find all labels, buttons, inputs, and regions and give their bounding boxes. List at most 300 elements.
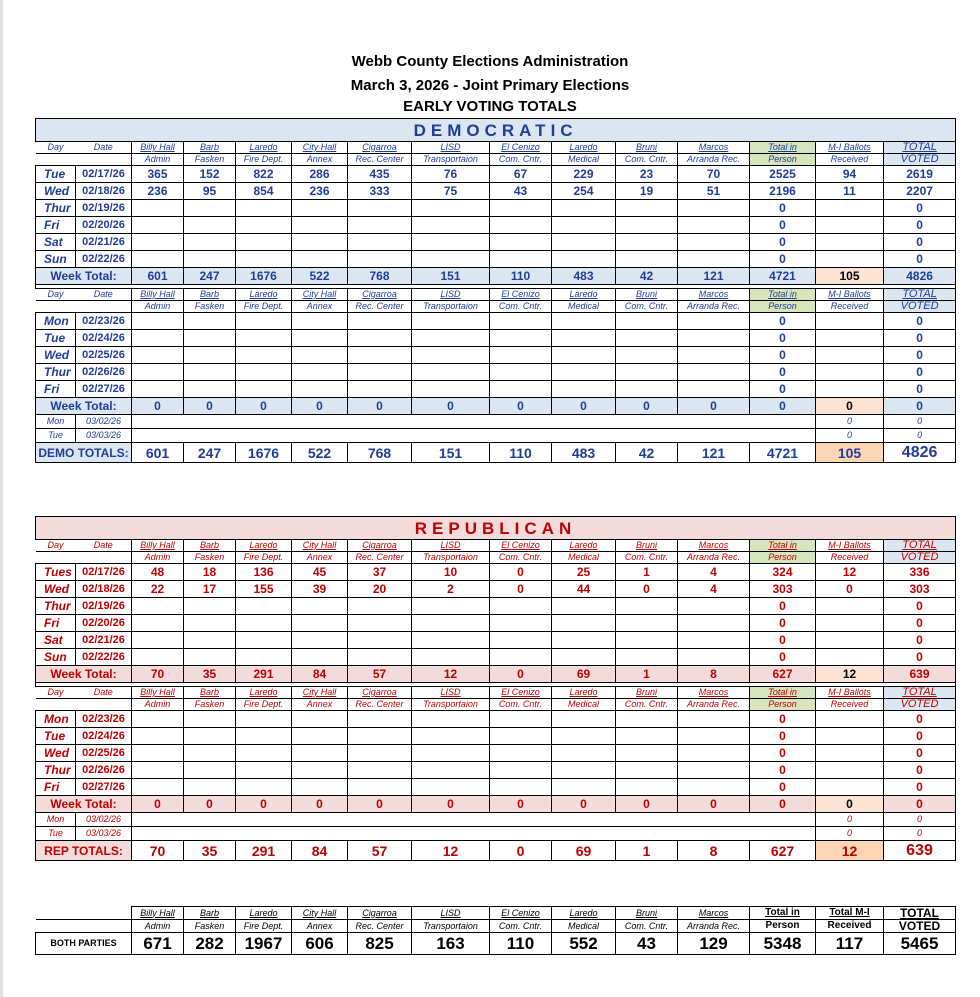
- site-count: [552, 381, 616, 398]
- site-count: [132, 728, 184, 745]
- mi-ballots-header-detail: Received: [816, 699, 884, 711]
- both-site-total: 282: [184, 933, 236, 955]
- site-count: [236, 313, 292, 330]
- mi-count: 0: [816, 813, 884, 827]
- site-count: [132, 381, 184, 398]
- site-count: [132, 615, 184, 632]
- site-header-name: City Hall: [292, 289, 348, 301]
- site-count: [616, 632, 678, 649]
- total-voted-header: TOTAL: [884, 687, 956, 699]
- total-count: 0: [884, 251, 956, 268]
- site-count: [292, 313, 348, 330]
- site-header-name: Billy Hall: [132, 907, 184, 920]
- site-header-detail: Annex: [292, 154, 348, 166]
- site-count: [616, 711, 678, 728]
- date-cell: 02/22/26: [76, 649, 132, 666]
- post-blank: [132, 429, 816, 443]
- in-person-count: 0: [750, 381, 816, 398]
- week-total-site: 0: [184, 398, 236, 415]
- site-count: [348, 364, 412, 381]
- total-count: 0: [884, 728, 956, 745]
- day-cell: Thur: [36, 200, 76, 217]
- site-count: 22: [132, 581, 184, 598]
- date-cell: 03/02/26: [76, 813, 132, 827]
- week-total-site: 0: [490, 398, 552, 415]
- site-count: [132, 649, 184, 666]
- site-count: [490, 762, 552, 779]
- site-count: [236, 745, 292, 762]
- week-total-site: 1: [616, 666, 678, 683]
- site-count: [490, 313, 552, 330]
- site-count: 39: [292, 581, 348, 598]
- site-count: [412, 728, 490, 745]
- header-row-detail: [36, 699, 956, 711]
- site-count: [292, 649, 348, 666]
- both-in-person-total: 5348: [750, 933, 816, 955]
- in-person-count: 0: [750, 711, 816, 728]
- day-cell: Mon: [36, 313, 76, 330]
- table-row: [36, 217, 956, 234]
- site-count: [616, 649, 678, 666]
- week-total-site: 0: [132, 398, 184, 415]
- week-total-site: 0: [184, 796, 236, 813]
- mi-count: 12: [816, 564, 884, 581]
- party-total-in-person: 627: [750, 841, 816, 861]
- in-person-header-detail: Person: [750, 154, 816, 166]
- site-count: [412, 615, 490, 632]
- site-header-detail: Com. Cntr.: [490, 301, 552, 313]
- site-header-name: Laredo: [552, 289, 616, 301]
- site-count: [412, 779, 490, 796]
- in-person-header-detail: Person: [750, 699, 816, 711]
- total-count: 0: [884, 429, 956, 443]
- site-count: [348, 381, 412, 398]
- site-count: [184, 598, 236, 615]
- site-count: [678, 745, 750, 762]
- site-header-detail: Transportaion: [412, 301, 490, 313]
- site-count: 48: [132, 564, 184, 581]
- mi-ballots-header-detail: Received: [816, 552, 884, 564]
- site-count: [678, 313, 750, 330]
- site-count: [184, 615, 236, 632]
- site-count: [292, 779, 348, 796]
- site-header-name: Billy Hall: [132, 687, 184, 699]
- site-header-detail: Annex: [292, 920, 348, 933]
- party-total-site: 1: [616, 841, 678, 861]
- site-count: [184, 779, 236, 796]
- site-header-detail: Annex: [292, 301, 348, 313]
- site-header-name: Laredo: [236, 907, 292, 920]
- party-totals-row: [36, 841, 956, 861]
- site-count: [490, 779, 552, 796]
- both-parties-row: [36, 933, 956, 955]
- site-count: [236, 779, 292, 796]
- site-count: [348, 632, 412, 649]
- site-count: [292, 728, 348, 745]
- both-total-voted: 5465: [884, 933, 956, 955]
- site-header-detail: Annex: [292, 552, 348, 564]
- site-count: [412, 632, 490, 649]
- site-header-detail: Medical: [552, 920, 616, 933]
- site-count: [132, 313, 184, 330]
- both-header-row: [36, 907, 956, 920]
- mi-count: 0: [816, 429, 884, 443]
- site-count: [236, 217, 292, 234]
- site-count: [292, 234, 348, 251]
- site-count: 70: [678, 166, 750, 183]
- week-total-site: 0: [348, 398, 412, 415]
- week-total-site: 110: [490, 268, 552, 285]
- site-header-detail: Transportaion: [412, 699, 490, 711]
- date-header-blank: [76, 301, 132, 313]
- both-mi-header: Total M-I: [816, 907, 884, 920]
- site-count: [678, 251, 750, 268]
- date-cell: 02/21/26: [76, 234, 132, 251]
- site-count: [292, 251, 348, 268]
- site-header-detail: Transportaion: [412, 154, 490, 166]
- day-cell: Mon: [36, 711, 76, 728]
- site-header-name: Laredo: [236, 687, 292, 699]
- party-total-site: 247: [184, 443, 236, 463]
- site-count: [552, 728, 616, 745]
- site-count: 4: [678, 564, 750, 581]
- report-subtitle: EARLY VOTING TOTALS: [403, 98, 577, 115]
- site-count: [292, 745, 348, 762]
- site-count: [678, 762, 750, 779]
- site-count: [132, 762, 184, 779]
- site-count: [348, 615, 412, 632]
- mi-count: 11: [816, 183, 884, 200]
- site-count: [236, 381, 292, 398]
- party-total-site: 12: [412, 841, 490, 861]
- site-count: [678, 217, 750, 234]
- site-header-name: Barb: [184, 687, 236, 699]
- week-total-site: 0: [552, 796, 616, 813]
- site-count: [184, 649, 236, 666]
- both-site-total: 606: [292, 933, 348, 955]
- site-count: 236: [292, 183, 348, 200]
- both-header-blank: [36, 920, 132, 933]
- total-count: 0: [884, 632, 956, 649]
- date-cell: 02/27/26: [76, 381, 132, 398]
- party-total-mi: 105: [816, 443, 884, 463]
- week-total-site: 522: [292, 268, 348, 285]
- site-count: [616, 762, 678, 779]
- total-count: 0: [884, 813, 956, 827]
- site-header-name: Laredo: [236, 289, 292, 301]
- header-row: [36, 540, 956, 552]
- site-count: [552, 217, 616, 234]
- site-header-name: Cigarroa: [348, 907, 412, 920]
- party-banner: DEMOCRATIC: [36, 119, 956, 142]
- site-count: [412, 234, 490, 251]
- day-cell: Wed: [36, 347, 76, 364]
- site-count: [236, 632, 292, 649]
- site-count: [236, 364, 292, 381]
- site-count: [490, 745, 552, 762]
- site-count: 2: [412, 581, 490, 598]
- total-voted-header-detail: VOTED: [884, 552, 956, 564]
- site-count: [616, 728, 678, 745]
- site-count: 0: [490, 564, 552, 581]
- site-count: [292, 381, 348, 398]
- week-total-mi: 12: [816, 666, 884, 683]
- total-count: 0: [884, 313, 956, 330]
- date-cell: 02/24/26: [76, 728, 132, 745]
- total-count: 2619: [884, 166, 956, 183]
- site-count: [490, 200, 552, 217]
- week-total-site: 0: [132, 796, 184, 813]
- site-count: [348, 200, 412, 217]
- total-count: 0: [884, 711, 956, 728]
- mi-count: [816, 728, 884, 745]
- party-total-site: 291: [236, 841, 292, 861]
- table-row: [36, 330, 956, 347]
- party-banner-row: [36, 517, 956, 540]
- site-count: [236, 234, 292, 251]
- site-count: 75: [412, 183, 490, 200]
- table-row: [36, 183, 956, 200]
- site-count: [292, 217, 348, 234]
- total-count: 0: [884, 615, 956, 632]
- date-cell: 03/02/26: [76, 415, 132, 429]
- table-row: [36, 711, 956, 728]
- in-person-header: Total in: [750, 687, 816, 699]
- in-person-header: Total in: [750, 289, 816, 301]
- total-count: 0: [884, 330, 956, 347]
- site-count: 51: [678, 183, 750, 200]
- week-total-in-person: 4721: [750, 268, 816, 285]
- header-row: [36, 687, 956, 699]
- both-header-blank: [36, 907, 132, 920]
- mi-count: [816, 364, 884, 381]
- total-count: 0: [884, 381, 956, 398]
- site-header-detail: Com. Cntr.: [616, 552, 678, 564]
- table-row: [36, 347, 956, 364]
- site-count: [616, 615, 678, 632]
- site-count: [412, 762, 490, 779]
- mi-count: [816, 200, 884, 217]
- week-total-site: 0: [292, 398, 348, 415]
- day-column-header: Day: [36, 289, 76, 301]
- date-header-blank: [76, 699, 132, 711]
- week-total-row: [36, 666, 956, 683]
- site-header-name: Billy Hall: [132, 289, 184, 301]
- day-cell: Sat: [36, 632, 76, 649]
- site-count: [678, 779, 750, 796]
- in-person-count: 0: [750, 728, 816, 745]
- site-count: [412, 217, 490, 234]
- site-count: [348, 217, 412, 234]
- total-count: 0: [884, 364, 956, 381]
- site-count: 1: [616, 564, 678, 581]
- site-count: [678, 200, 750, 217]
- site-count: [184, 381, 236, 398]
- site-count: [552, 200, 616, 217]
- in-person-count: 0: [750, 200, 816, 217]
- site-header-detail: Admin: [132, 552, 184, 564]
- day-column-header: Day: [36, 142, 76, 154]
- mi-count: [816, 649, 884, 666]
- site-header-detail: Rec. Center: [348, 699, 412, 711]
- week-total-site: 0: [490, 796, 552, 813]
- date-cell: 02/23/26: [76, 711, 132, 728]
- site-count: 20: [348, 581, 412, 598]
- site-count: [552, 762, 616, 779]
- mi-count: [816, 598, 884, 615]
- site-count: [552, 313, 616, 330]
- in-person-header-detail: Person: [750, 552, 816, 564]
- week-total-site: 768: [348, 268, 412, 285]
- site-count: [412, 251, 490, 268]
- site-count: [616, 745, 678, 762]
- in-person-count: 0: [750, 330, 816, 347]
- site-count: 0: [616, 581, 678, 598]
- week-total-row: [36, 796, 956, 813]
- day-cell: Fri: [36, 779, 76, 796]
- table-row: [36, 813, 956, 827]
- week-total-site: 0: [678, 796, 750, 813]
- total-count: 336: [884, 564, 956, 581]
- site-header-detail: Fasken: [184, 154, 236, 166]
- site-header-name: Bruni: [616, 687, 678, 699]
- party-total-site: 0: [490, 841, 552, 861]
- site-header-name: City Hall: [292, 907, 348, 920]
- site-header-name: LISD: [412, 907, 490, 920]
- site-count: [678, 632, 750, 649]
- week-total-in-person: 0: [750, 796, 816, 813]
- total-count: 0: [884, 827, 956, 841]
- site-header-name: Bruni: [616, 289, 678, 301]
- in-person-count: 0: [750, 649, 816, 666]
- site-count: [412, 598, 490, 615]
- week-total-site: 70: [132, 666, 184, 683]
- site-count: [132, 711, 184, 728]
- site-count: 23: [616, 166, 678, 183]
- site-count: [348, 745, 412, 762]
- site-count: [412, 330, 490, 347]
- date-cell: 03/03/26: [76, 429, 132, 443]
- site-count: [348, 728, 412, 745]
- table-row: [36, 200, 956, 217]
- site-count: [412, 347, 490, 364]
- in-person-header-detail: Person: [750, 301, 816, 313]
- total-voted-header: TOTAL: [884, 540, 956, 552]
- both-mi-header-detail: Received: [816, 920, 884, 933]
- table-row: [36, 779, 956, 796]
- site-count: [678, 649, 750, 666]
- week-total-label: Week Total:: [36, 398, 132, 415]
- site-count: [132, 251, 184, 268]
- site-count: [184, 632, 236, 649]
- day-cell: Mon: [36, 813, 76, 827]
- site-header-detail: Admin: [132, 920, 184, 933]
- site-count: [132, 779, 184, 796]
- site-count: [490, 347, 552, 364]
- site-header-detail: Arranda Rec.: [678, 301, 750, 313]
- party-total-site: 768: [348, 443, 412, 463]
- site-count: [184, 234, 236, 251]
- date-cell: 03/03/26: [76, 827, 132, 841]
- party-total-site: 151: [412, 443, 490, 463]
- in-person-count: 0: [750, 364, 816, 381]
- site-count: 286: [292, 166, 348, 183]
- site-count: [490, 728, 552, 745]
- site-count: [236, 649, 292, 666]
- site-count: 854: [236, 183, 292, 200]
- date-cell: 02/27/26: [76, 779, 132, 796]
- in-person-count: 0: [750, 217, 816, 234]
- site-header-detail: Fire Dept.: [236, 301, 292, 313]
- week-total-site: 0: [412, 796, 490, 813]
- both-site-total: 552: [552, 933, 616, 955]
- site-header-name: El Cenizo: [490, 142, 552, 154]
- week-total-in-person: 0: [750, 398, 816, 415]
- site-count: [236, 330, 292, 347]
- day-cell: Tues: [36, 564, 76, 581]
- site-count: [490, 649, 552, 666]
- week-total-site: 69: [552, 666, 616, 683]
- table-row: [36, 649, 956, 666]
- site-count: 229: [552, 166, 616, 183]
- site-count: [236, 251, 292, 268]
- site-header-detail: Fasken: [184, 301, 236, 313]
- table-row: [36, 234, 956, 251]
- site-count: 365: [132, 166, 184, 183]
- both-site-total: 825: [348, 933, 412, 955]
- site-count: [236, 728, 292, 745]
- party-total-site: 522: [292, 443, 348, 463]
- date-cell: 02/22/26: [76, 251, 132, 268]
- total-voted-header: TOTAL: [884, 289, 956, 301]
- date-cell: 02/18/26: [76, 581, 132, 598]
- mi-count: [816, 711, 884, 728]
- site-header-name: Barb: [184, 289, 236, 301]
- party-total-site: 42: [616, 443, 678, 463]
- mi-count: [816, 234, 884, 251]
- site-count: [184, 251, 236, 268]
- site-header-detail: Admin: [132, 154, 184, 166]
- in-person-count: 0: [750, 347, 816, 364]
- site-count: [132, 217, 184, 234]
- site-count: [236, 711, 292, 728]
- site-count: [616, 330, 678, 347]
- both-site-total: 1967: [236, 933, 292, 955]
- site-count: [678, 381, 750, 398]
- header-row: [36, 289, 956, 301]
- site-count: [348, 711, 412, 728]
- table-row: [36, 364, 956, 381]
- table-row: [36, 581, 956, 598]
- site-header-detail: Fire Dept.: [236, 699, 292, 711]
- site-header-detail: Com. Cntr.: [616, 920, 678, 933]
- week-total-site: 247: [184, 268, 236, 285]
- site-header-name: Barb: [184, 540, 236, 552]
- site-count: [236, 615, 292, 632]
- day-column-header: Day: [36, 687, 76, 699]
- day-cell: Tue: [36, 330, 76, 347]
- mi-count: [816, 347, 884, 364]
- date-column-header: Date: [76, 687, 132, 699]
- party-total-site: 35: [184, 841, 236, 861]
- week-total-site: 0: [552, 398, 616, 415]
- total-voted-header-detail: VOTED: [884, 154, 956, 166]
- party-total-mi: 12: [816, 841, 884, 861]
- site-header-name: LISD: [412, 142, 490, 154]
- site-header-detail: Fasken: [184, 920, 236, 933]
- site-header-detail: Annex: [292, 699, 348, 711]
- party-total-site: 110: [490, 443, 552, 463]
